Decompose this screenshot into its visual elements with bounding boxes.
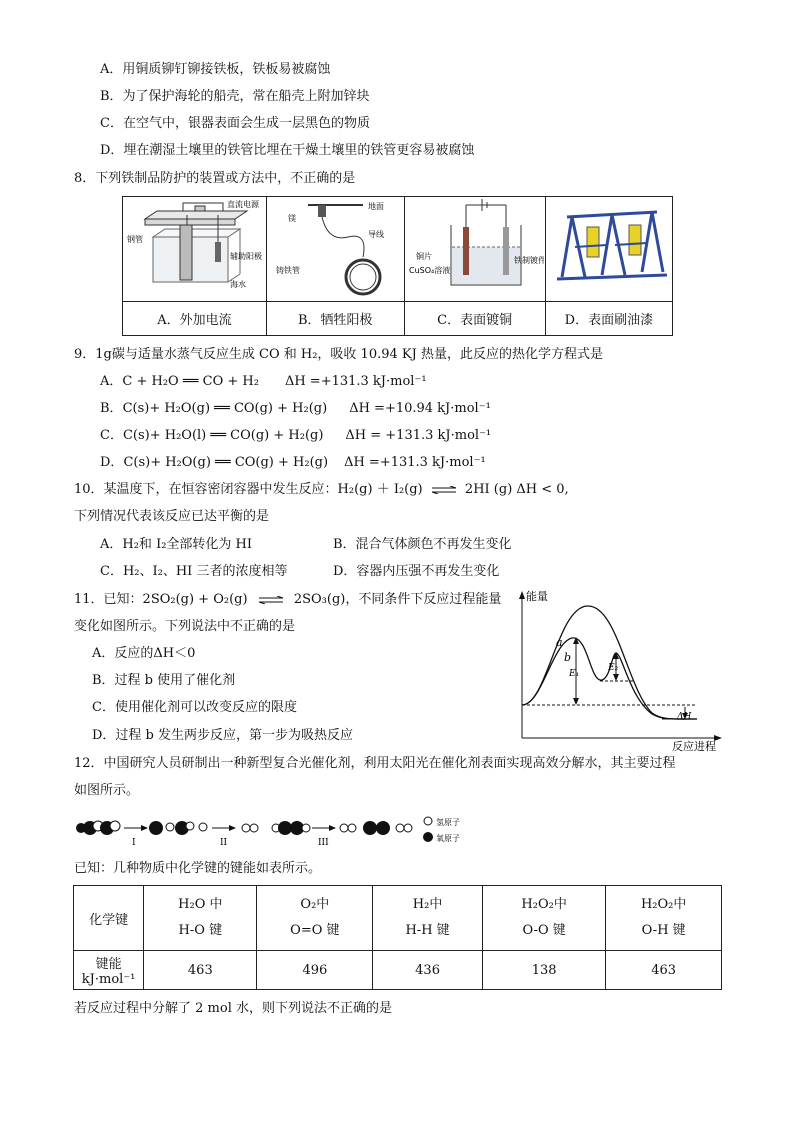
q9-b-dh: ΔH =+10.94 kJ·mol⁻¹ [349,401,491,416]
q7-option-a: A．用铜质铆钉铆接铁板，铁板易被腐蚀 [100,62,331,77]
q11-option-d: D．过程 b 发生两步反应，第一步为吸热反应 [92,728,354,743]
label-dh: ΔH [677,712,692,722]
q10-option-a: A．H₂和 I₂全部转化为 HI [100,537,253,552]
q9-option-c [100,427,491,445]
table-value-3: 436 [373,951,483,990]
table-header-h2o2-oo: H₂O₂中 O-O 键 [482,886,605,951]
table-header-o2: O₂中 O=O 键 [257,886,373,951]
q9-c-dh: ΔH = +131.3 kJ·mol⁻¹ [345,428,492,443]
q12-stem1: 12．中国研究人员研制出一种新型复合光催化剂，利用太阳光在催化剂表面实现高效分解水，其主要过程 [74,756,676,771]
label-steel-pipe: 钢管 [126,235,143,244]
q12-known: 已知：几种物质中化学键的键能如表所示。 [74,861,322,876]
q12-stem2: 如图所示。 [74,783,140,798]
q12-final: 若反应过程中分解了 2 mol 水，则下列说法不正确的是 [74,1001,392,1016]
q10-stem2: 下列情况代表该反应已达平衡的是 [74,509,270,524]
q7-option-c: C．在空气中，银器表面会生成一层黑色的物质 [100,116,370,131]
sacrificial-anode-figure [268,197,403,297]
q11-stem2: 变化如图所示。下列说法中不正确的是 [74,619,296,634]
painted-equipment-figure [547,197,671,297]
q9-a-dh: ΔH =+131.3 kJ·mol⁻¹ [284,374,427,389]
table-value-2: 496 [257,951,373,990]
q11-stem-pre: 11．已知：2SO₂(g) + O₂(g) [74,592,248,607]
q9-option-b [100,400,491,418]
q10-option-b: B．混合气体颜色不再发生变化 [333,537,512,552]
table-row-label: 键能 kJ·mol⁻¹ [74,951,144,990]
label-wire: 导线 [367,230,384,239]
label-ground: 地面 [367,202,384,211]
q11-option-b: B．过程 b 使用了催化剂 [92,673,236,688]
equilibrium-arrow-icon [252,596,290,604]
fig-c-cell [404,197,545,302]
table-value-4: 138 [482,951,605,990]
q9-stem: 9．1g碳与适量水蒸气反应生成 CO 和 H₂，吸收 10.94 KJ 热量，此反应的热化学方程式是 [74,347,603,362]
q10-option-c: C．H₂、I₂、HI 三者的浓度相等 [100,564,288,579]
fig-d-cell [545,197,672,302]
table-header-h2o-oh: H₂O 中 H-O 键 [144,886,257,951]
q9-b-label: B． [100,401,123,416]
q9-d-dh: ΔH =+131.3 kJ·mol⁻¹ [344,455,486,470]
graph-xlabel: 反应进程 [672,740,716,753]
q9-c-label: C． [100,428,123,443]
fig-b-cell [267,197,405,302]
label-curve-b: b [564,651,572,664]
label-iron-part: 铁制镀件 [513,256,544,265]
label-seawater: 海水 [229,280,246,289]
bond-energy-table [73,885,722,990]
q7-option-d: D．埋在潮湿土壤里的铁管比埋在干燥土壤里的铁管更容易被腐蚀 [100,143,475,158]
step-2-label: II [220,838,228,848]
q8-figure-table [122,196,673,336]
caption-d: D．表面刷油漆 [545,302,672,336]
label-e2: E₂ [608,663,619,673]
q7-option-b: B．为了保护海轮的船壳，常在船壳上附加锌块 [100,89,370,104]
q9-b-eq: C(s)+ H₂O(g) ══ CO(g) + H₂(g) [122,401,328,416]
table-value-5: 463 [606,951,722,990]
q9-option-a [100,373,427,391]
label-power: 直流电源 [226,200,259,209]
step-1-label: I [132,838,136,848]
label-aux-anode: 辅助阳极 [229,252,262,261]
q9-a-eq: C + H₂O ══ CO + H₂ [122,374,259,389]
photocatalysis-process-diagram [74,815,474,849]
q9-d-eq: C(s)+ H₂O(g) ══ CO(g) + H₂(g) [123,455,329,470]
fig-a-cell [123,197,267,302]
caption-a: A．外加电流 [123,302,267,336]
table-value-1: 463 [144,951,257,990]
legend-o: 氧原子 [436,834,460,843]
q9-option-d [100,454,486,472]
q10-option-d: D．容器内压强不再发生变化 [333,564,500,579]
q10-stem [74,481,569,499]
q11-option-c: C．使用催化剂可以改变反应的限度 [92,700,297,715]
label-cuso4: CuSO₄溶液 [408,266,450,275]
label-e1: E₁ [569,669,580,679]
step-3-label: III [318,838,329,848]
q11-option-a: A．反应的ΔH＜0 [92,646,196,661]
label-mg: 镁 [287,214,296,223]
caption-b: B．牺牲阳极 [267,302,405,336]
curve-b [522,638,697,719]
q8-stem: 8．下列铁制品防护的装置或方法中，不正确的是 [74,171,356,186]
q9-a-label: A． [100,374,123,389]
electroplating-figure [406,197,544,297]
label-cast-iron: 铸铁管 [275,266,300,275]
caption-c: C．表面镀铜 [404,302,545,336]
q9-c-eq: C(s)+ H₂O(l) ══ CO(g) + H₂(g) [122,428,324,443]
q11-stem-post: 2SO₃(g)，不同条件下反应过程能量 [293,592,502,607]
external-current-figure [125,197,265,297]
q11-stem [74,591,501,609]
q10-stem-pre: 10．某温度下，在恒容密闭容器中发生反应：H₂(g) ＋ I₂(g) [74,482,423,497]
legend-h: 氢原子 [436,818,460,827]
table-header-bond: 化学键 [74,886,144,951]
q10-stem-post: 2HI (g) ΔH < 0, [464,482,569,497]
label-curve-a: a [556,636,563,649]
label-cu-plate: 铜片 [415,252,432,261]
table-header-h2o2-oh: H₂O₂中 O-H 键 [606,886,722,951]
table-header-h2: H₂中 H-H 键 [373,886,483,951]
graph-ylabel: 能量 [526,590,548,603]
q9-d-label: D． [100,455,124,470]
equilibrium-arrow-icon [427,486,461,494]
energy-profile-graph [512,588,727,753]
